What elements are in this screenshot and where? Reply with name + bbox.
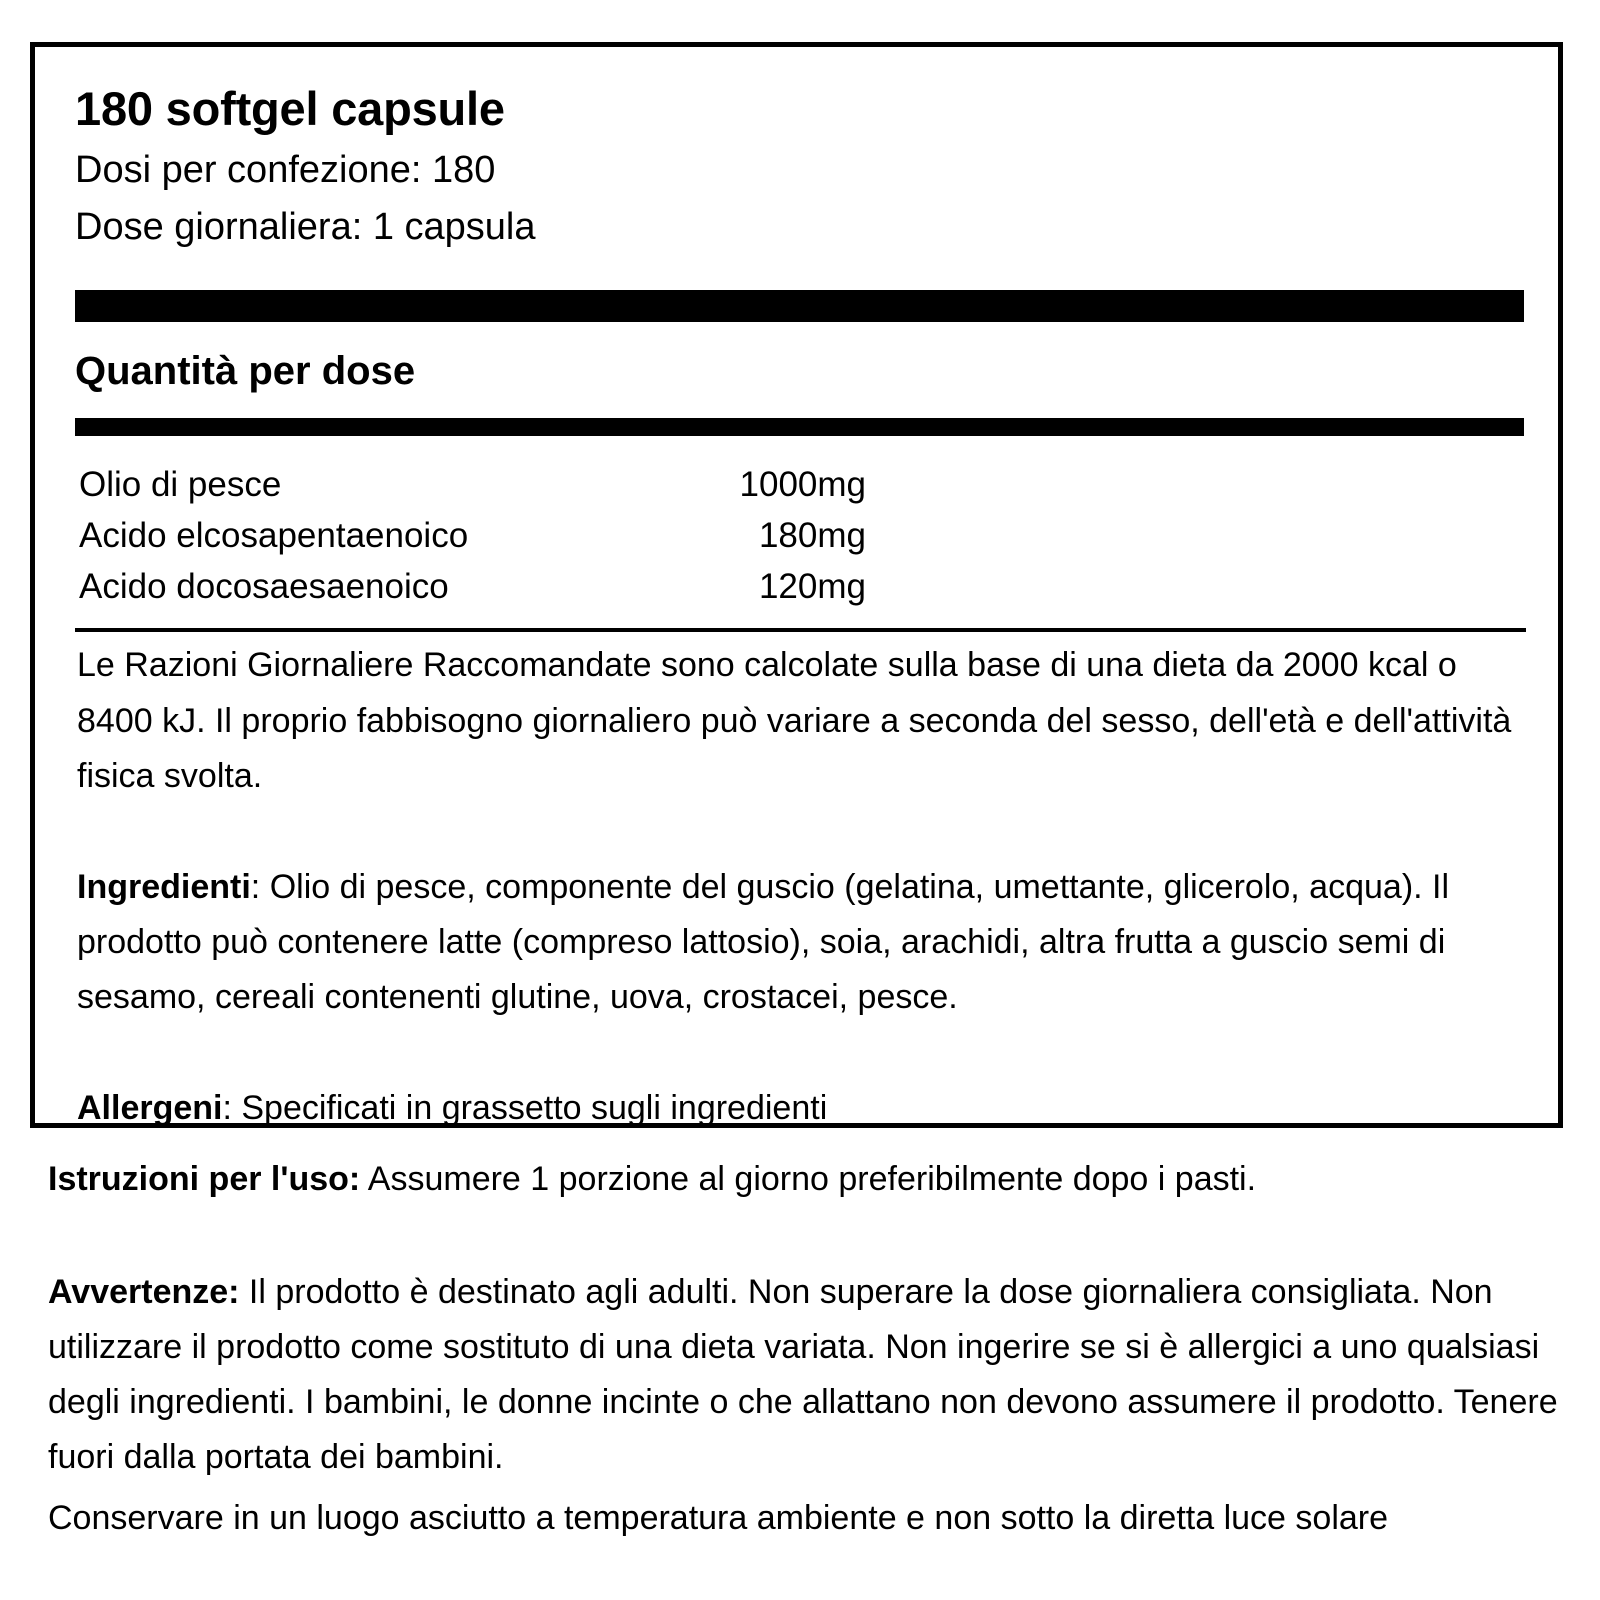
- allergens-text: : Specificati in grassetto sugli ingredienti: [222, 1088, 828, 1127]
- page-title: 180 softgel capsule: [75, 82, 505, 135]
- ingredients-text: : Olio di pesce, componente del guscio (gelatina, umettante, glicerolo, acqua). Il prodotto può contenere latte (compreso lattosio), soia, arachidi, altra frutta a guscio semi di sesamo, cereali contenenti glutine, uova, crostacei, pesce.: [77, 867, 1450, 1016]
- ingredients-label: Ingredienti: [77, 867, 251, 906]
- storage-instructions: Conservare in un luogo asciutto a temperatura ambiente e non sotto la diretta luce solare: [48, 1499, 1389, 1538]
- nutrient-name: Olio di pesce: [79, 465, 282, 505]
- supplement-facts-box: [30, 42, 1563, 1128]
- table-row: [75, 562, 1528, 613]
- amount-per-dose-heading: Quantità per dose: [75, 349, 416, 394]
- ingredients-paragraph: [75, 804, 1528, 1025]
- usage-text: Assumere 1 porzione al giorno preferibilmente dopo i pasti.: [360, 1160, 1257, 1198]
- facts-box-inner: [35, 47, 1558, 1127]
- divider-thick-top: [75, 290, 1524, 322]
- label-footer: [48, 1152, 1558, 1546]
- allergens-paragraph: [75, 1025, 1528, 1136]
- table-row: [75, 460, 1528, 511]
- rda-disclaimer: Le Razioni Giornaliere Raccomandate sono calcolate sulla base di una dieta da 2000 kcal o 8400 kJ. Il proprio fabbisogno giornaliero può variare a seconda del sesso, dell'età e dell'attività fisica svolta.: [77, 646, 1512, 795]
- nutrient-amount: 180mg: [758, 515, 866, 555]
- daily-dose: Dose giornaliera: 1 capsula: [75, 206, 536, 249]
- divider-medium: [75, 418, 1524, 436]
- table-row: [75, 511, 1528, 562]
- warnings-label: Avvertenze:: [48, 1273, 240, 1312]
- usage-label: Istruzioni per l'uso:: [48, 1160, 361, 1198]
- nutrient-amount: 120mg: [758, 566, 866, 606]
- nutrient-amount: 1000mg: [739, 465, 866, 505]
- servings-per-container: Dosi per confezione: 180: [75, 148, 496, 191]
- warnings-paragraph: [48, 1207, 1558, 1485]
- nutrient-table: [75, 460, 1528, 612]
- usage-instructions: [48, 1152, 1558, 1207]
- allergens-label: Allergeni: [77, 1088, 223, 1127]
- nutrient-name: Acido elcosapentaenoico: [79, 515, 469, 555]
- warnings-text: Il prodotto è destinato agli adulti. Non superare la dose giornaliera consigliata. Non utilizzare il prodotto come sostituto di una dieta variata. Non ingerire se si è allergici a uno qualsiasi degli ingredienti. I bambini, le donne incinte o che allattano non devono assumere il prodotto. Tenere fuori dalla portata dei bambini.: [48, 1273, 1558, 1477]
- nutrient-name: Acido docosaesaenoico: [79, 566, 449, 606]
